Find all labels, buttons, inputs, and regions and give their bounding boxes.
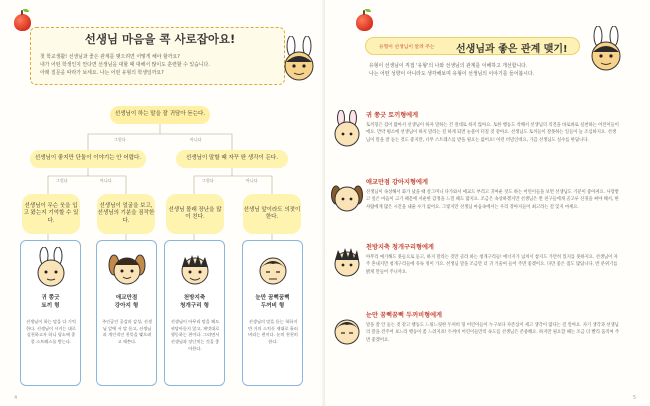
card-puppy-desc: 주인공인 공감과 감성, 선생님 앞에 서 말 듣고, 선생님과 개인적인 친목을 맺으려고 애쓴다.	[102, 319, 152, 345]
section-puppy-icon	[330, 175, 364, 215]
section-frog-body: 아무리 얘기해도 못들으로 듣고, 하지 말라는 것만 골라 하는 청개구리들! 에너지가 넘쳐서 참지도 가만히 있지를 못하지요. 선생님이 자주 혼내지만 청개구리들에 유독 정이 가요. 선생님 말을 조금만 더 귀 기울여 들어 주면 좋겠어요. 다만 좋은 점도 많답니다. 반 분위기를 밝게 만들어 주니까요.	[366, 255, 618, 275]
apple-icon-right	[356, 14, 373, 31]
section-rabbit	[366, 110, 620, 144]
left-title: 선생님 마음을 콕 사로잡아요!	[84, 32, 236, 46]
left-intro-line-2: 내가 어떤 학생인지 안다면 선생님을 대할 때 대해서 많이도 훈련할 수 있습니다.	[40, 62, 210, 68]
banner-subtitle: 유형이 선생님이 알려 주는	[379, 45, 435, 50]
section-toad-body: 말을 잘 안 듣는 것 같고 행동도 느릿느릿한 두꺼비 형 어린이들이 누구보다 자존심이 세고 생각이 많다는 걸 알아요. 자기 생각과 선생님의 말을 견주어 보느라 행동이 좀 느려지죠! 두꺼비 어린이들만의 속도를 선생님은 존중해요. 하지만 필요할 때는 조금 더 빨리 움직여 주면 좋겠어요.	[366, 323, 620, 343]
toad-face-icon	[253, 247, 293, 289]
section-frog	[366, 242, 620, 276]
section-toad	[366, 310, 620, 344]
edge-no-2: 아니다	[100, 178, 112, 183]
tree-l1-right: 선생님이 말할 때 자꾸 딴 생각이 든다.	[176, 150, 288, 168]
right-intro-line-2: 나는 어떤 성향이 아니라도 생각해보며 유형이 선생님의 이야기를 들어봅시다.	[369, 71, 535, 77]
result-card-puppy	[96, 240, 157, 386]
left-page-number: 4	[14, 395, 18, 401]
edge-yes-3: 그렇다	[202, 178, 214, 183]
result-card-toad	[242, 240, 303, 386]
result-card-rabbit	[20, 240, 81, 386]
right-intro-line-1: 유형이 선생님이 직접 '유형'의 나와 선생님의 관계를 이해하고 개선합니다.	[369, 63, 528, 69]
card-rabbit-desc: 선생님이 하는 말을 다 기억한다. 선생님이 시키는 대로 실천하고자 하니 평소에 종종 스트레스를 받는다.	[26, 319, 76, 345]
tree-l2-3: 선생님 몰래 장난을 많이 친다.	[166, 194, 224, 234]
left-intro-line-1: 첫 학교생활! 선생님과 좋은 관계를 맺으려면 어떻게 해야 할까요?	[40, 54, 180, 60]
section-rabbit-icon	[330, 110, 364, 150]
card-frog-name: 천방지축 청개구리 형	[180, 295, 209, 309]
result-card-frog	[164, 240, 225, 386]
puppy-face-icon	[107, 247, 147, 289]
section-puppy-title: 애교만점 강아지형에게	[366, 179, 428, 186]
section-puppy-body: 선생님이 속상해서 화가 났을 때 살그머니 다가와서 애교도 부리고 귀여운 짓도 하는 어린이들을 보면 선생님도 기분이 좋아져요. 사랑받고 싶은 마음이 크기 때문에 서운한 감정을 느낄 때도 많지요. 조금은 속상하겠지만 선생님은 반 친구들에게 골고루 신경을 써야 해서, 한 사람에게 많은 시간을 내줄 수가 없어요. 그렇지만 선생님 마음속에서는 우리 강아지들이 최고라는 걸 잊지 마세요.	[366, 190, 619, 210]
edge-yes-2: 그렇다	[56, 178, 68, 183]
card-rabbit-name: 귀 쫑긋 토끼 형	[41, 295, 60, 309]
card-toad-desc: 선생님의 말을 듣는 척하지만 거의 스치듯 제대로 흘러버리는 편이다. 눈치 천천히 한다.	[248, 319, 298, 345]
tree-l2-4: 선생님 앞이라도 의젓이 한다.	[243, 194, 301, 234]
section-rabbit-body: 토끼형은 겁이 많아서 선생님이 하자 말하는 건 절대로 하지 않아요. 토한 행동도 착해서 선생님의 의견을 바로바로 실천하는 어린이들이에요. 만약 평소에 선생님이 하지 말라는 걸 하게 되면 눈물이 터질 것 같아요. 선생님도 토끼들이 잘못하는 일들이 늘 조심하지요. 선생님이 말을 잘 듣는 것도 좋지만, 너무 스트레스를 받을 필요는 없어요! 이런 비밀인데요, 가끔 선생님도 실수를 한답니다.	[366, 123, 619, 143]
section-toad-title: 눈만 꿈뻑꿈뻑 두꺼비형에게	[366, 312, 443, 319]
section-frog-title: 천방지축 청개구리형에게	[366, 244, 434, 251]
right-page-number: 5	[632, 395, 636, 401]
edge-no-3: 아니다	[246, 178, 258, 183]
edge-no-1: 아니다	[190, 137, 202, 142]
tree-l2-2: 선생님이 얼굴을 보고, 선생님의 기분을 짐작한다.	[97, 194, 155, 234]
section-frog-icon	[330, 240, 364, 280]
section-toad-icon	[330, 308, 364, 348]
tree-l1-left: 선생님이 좋지만 단둘이 이야기는 안 어렵다.	[30, 150, 146, 168]
tree-l2-1: 선생님이 무슨 웃을 입고 왔는지 기억할 수 있다.	[22, 194, 80, 234]
tree-root: 선생님이 하는 말을 잘 귀담아 듣는다.	[110, 106, 210, 124]
left-intro-line-3: 아래 질문을 따라가 보세요. 나는 어떤 유형의 학생일까요?	[40, 70, 164, 76]
banner-title: 선생님과 좋은 관계 맺기!	[456, 44, 568, 55]
card-puppy-name: 애교만점 강아지 형	[114, 295, 139, 309]
card-frog-desc: 선생님이 아무리 말을 해도 귀담아듣지 않고, 제멋대로 행동하는 편이다. 그러면서 선생님과 장난치는 것을 좋아한다.	[170, 319, 220, 351]
edge-yes-1: 그렇다	[114, 137, 126, 142]
section-puppy	[366, 177, 620, 211]
rabbit-face-icon	[31, 247, 71, 289]
teacher-rabbit-illustration-right	[587, 26, 625, 72]
frog-face-icon	[175, 247, 215, 289]
section-rabbit-title: 귀 쫑긋 토끼형에게	[366, 112, 419, 119]
card-toad-name: 눈만 꿈뻑꿈뻑 두꺼비 형	[255, 295, 290, 309]
